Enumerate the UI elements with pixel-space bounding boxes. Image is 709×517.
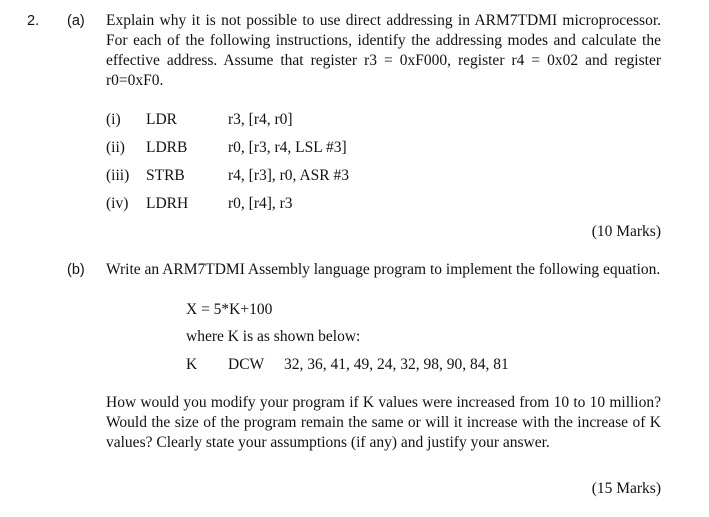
part-a-marks: (10 Marks) (591, 223, 661, 240)
instruction-op: STRB (146, 167, 185, 184)
question-number: 2. (27, 13, 40, 29)
part-a-label: (a) (67, 13, 85, 29)
part-a-text: Explain why it is not possible to use direct addressing in ARM7TDMI microprocessor. For each of the following instructions, identify the addressing modes and calculate the effective address. Assume that register r3 = 0xF000, register r4 = 0x02 and register r0=0xF0. (106, 12, 661, 89)
instruction-operands: r0, [r4], r3 (228, 195, 293, 212)
part-b-text: Write an ARM7TDMI Assembly language program to implement the following equation. (106, 261, 661, 278)
where-text: where K is as shown below: (186, 328, 361, 345)
instruction-operands: r4, [r3], r0, ASR #3 (228, 167, 349, 184)
instruction-operands: r0, [r3, r4, LSL #3] (228, 139, 347, 156)
instruction-op: LDRH (146, 195, 189, 212)
part-b-marks: (15 Marks) (591, 480, 661, 497)
instruction-op: LDR (146, 111, 177, 128)
instruction-number: (ii) (106, 139, 125, 156)
part-b-question: How would you modify your program if K values were increased from 10 to 10 million? Would the size of the program remain the same or will it increase with the increase of K values? Clearly state your assumptions (if any) and justify your answer. (106, 394, 661, 451)
part-b-label: (b) (67, 262, 85, 278)
k-label: K (186, 356, 198, 373)
instruction-number: (i) (106, 111, 121, 128)
instruction-number: (iv) (106, 195, 129, 212)
instruction-op: LDRB (146, 139, 188, 156)
k-values: 32, 36, 41, 49, 24, 32, 98, 90, 84, 81 (284, 356, 509, 373)
instruction-number: (iii) (106, 167, 130, 184)
k-directive: DCW (228, 356, 265, 373)
equation: X = 5*K+100 (186, 301, 273, 318)
instruction-operands: r3, [r4, r0] (228, 111, 293, 128)
